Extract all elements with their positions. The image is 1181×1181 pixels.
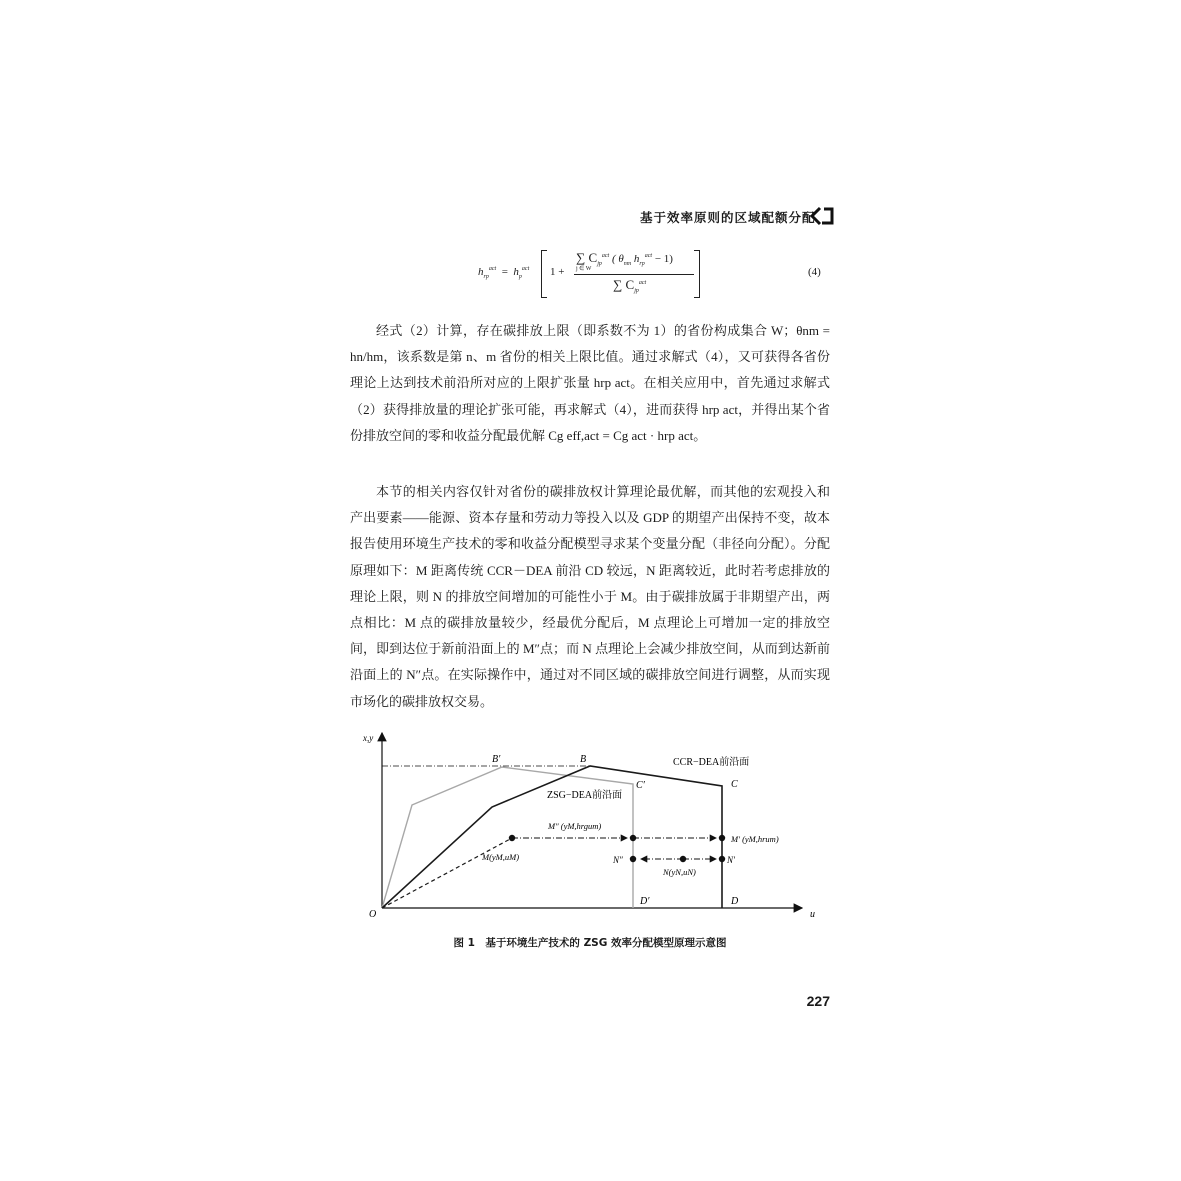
equation-number: (4) xyxy=(808,266,821,278)
equation-numerator: ∑ $C_{jp}^{act}$ ( $\theta_{nm}$ $h_{rp}^{act} - 1$) $^{j \in W}$ xyxy=(576,250,673,272)
point-m-double-prime xyxy=(630,835,636,841)
page-number: 227 xyxy=(806,993,830,1009)
label-c: C xyxy=(731,779,738,790)
label-n-prime: N′ xyxy=(727,855,735,865)
fraction-bar xyxy=(574,274,694,275)
running-title: 基于效率原则的区域配额分配 xyxy=(640,210,816,225)
label-m: M(yM,uM) xyxy=(482,852,520,862)
label-n-double-prime: N″ xyxy=(613,855,623,865)
label-ccr-frontier: CCR−DEA前沿面 xyxy=(673,757,750,768)
ccr-frontier-line xyxy=(382,766,722,908)
figure-caption: 图 1 基于环境生产技术的 ZSG 效率分配模型原理示意图 xyxy=(453,937,727,949)
label-b-prime: B′ xyxy=(492,754,501,765)
label-m-prime: M′ (yM,hrum) xyxy=(731,834,779,844)
x-axis-label: u xyxy=(810,909,815,920)
equation-4 xyxy=(478,250,838,302)
paragraph-2: 本节的相关内容仅针对省份的碳排放权计算理论最优解，而其他的宏观投入和产出要素——能源、资本存量和劳动力等投入以及 GDP 的期望产出保持不变，故本报告使用环境生产技术的零和收益分配模型寻求某个变量分配（非径向分配）。分配原理如下：M 距离传统 CCR－DEA 前沿 CD 较远，N 距离较近，此时若考虑排放的理论上限，则 N 的排放空间增加的可能性小于 M。由于碳排放属于非期望产出，两点相比：M 点的碳排放量较少，经最优分配后，M 点理论上可增加一定的排放空间，即到达位于新前沿面上的 M″点；而 N 点理论上会减少排放空间，从而到达新前沿面上的 N″点。在实际操作中，通过对不同区域的碳排放空间进行调整，从而实现市场化的碳排放权交易。 xyxy=(350,484,830,709)
point-n xyxy=(680,856,686,862)
point-m-prime xyxy=(719,835,725,841)
label-zsg-frontier: ZSG−DEA前沿面 xyxy=(547,790,623,801)
label-c-prime: C′ xyxy=(636,780,645,791)
equation-lhs: $h_{rp}^{act} = h_p^{act}$ xyxy=(478,266,530,280)
right-bracket xyxy=(694,250,700,298)
equation-one: 1 + xyxy=(550,266,565,278)
label-m-double-prime: M″ (yM,hrgum) xyxy=(548,821,602,831)
y-axis-label: x,y xyxy=(363,733,374,743)
zsg-frontier-line xyxy=(382,767,633,908)
figure-1-diagram xyxy=(355,727,815,927)
left-bracket xyxy=(541,250,547,298)
label-d: D xyxy=(731,896,739,907)
label-b: B xyxy=(580,754,587,765)
running-header xyxy=(640,206,836,228)
label-n: N(yN,uN) xyxy=(663,867,696,877)
origin-label: O xyxy=(369,909,377,920)
paragraph-1: 经式（2）计算，存在碳排放上限（即系数不为 1）的省份构成集合 W；θnm = hn/hm，该系数是第 n、m 省份的相关上限比值。通过求解式（4），又可获得各省份理论上达到技术前沿所对应的上限扩张量 hrp act。在相关应用中，首先通过求解式（2）获得排放量的理论扩张可能，再求解式（4），进而获得 hrp act，并得出某个省份排放空间的零和收益分配最优解 Cg eff,act = Cg act · hrp act。 xyxy=(350,323,830,443)
chapter-logo-icon xyxy=(810,206,834,228)
equation-denominator: ∑ $C_{jp}^{act}$ xyxy=(613,277,647,294)
point-n-double-prime xyxy=(630,856,636,862)
point-n-prime xyxy=(719,856,725,862)
point-m xyxy=(509,835,515,841)
label-d-prime: D′ xyxy=(640,896,650,907)
